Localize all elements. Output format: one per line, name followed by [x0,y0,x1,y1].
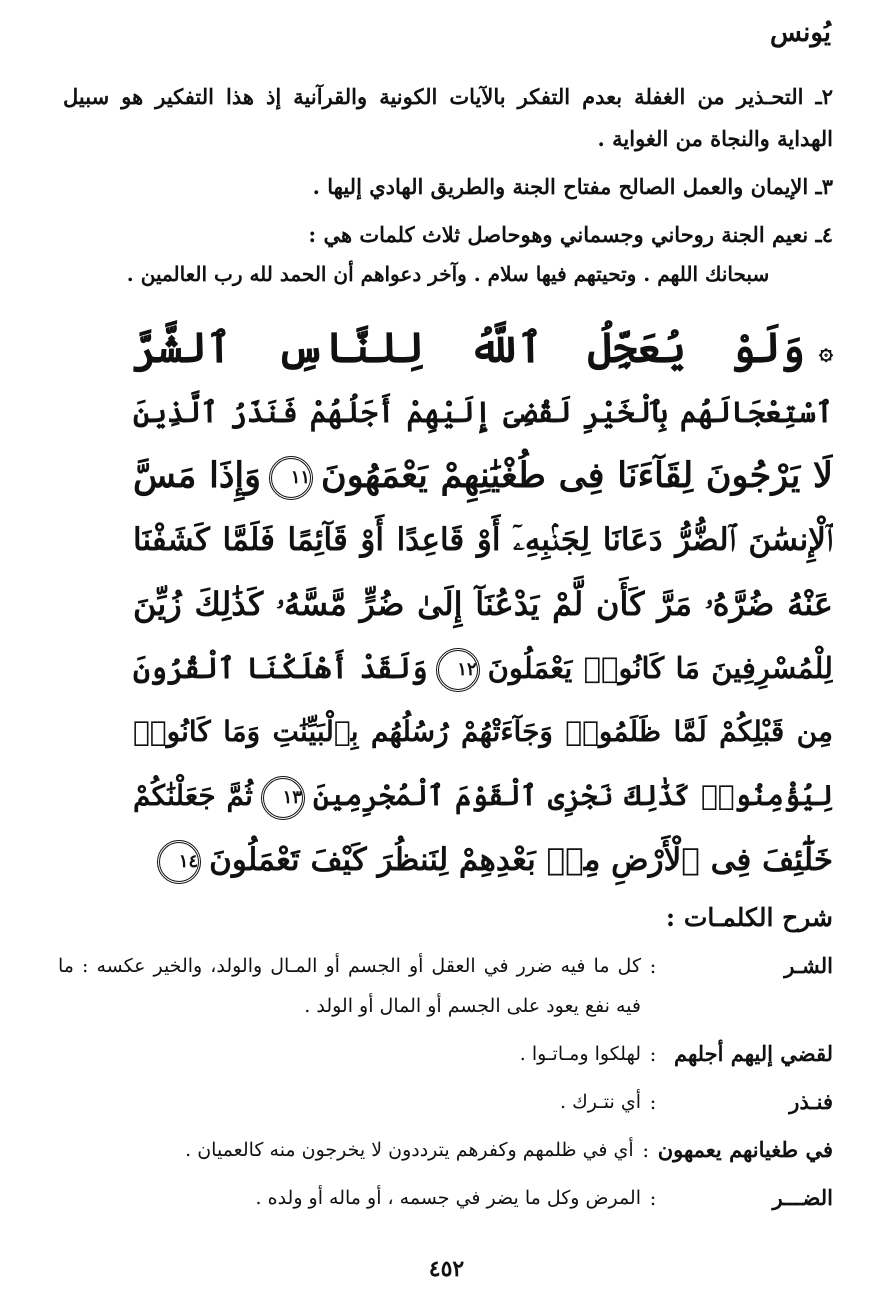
glossary-definition: أي نتـرك . [559,1091,641,1113]
page-number: ٤٥٢ [428,1256,465,1282]
ayah-line-2 [133,380,833,444]
ayah-line-6 [133,636,833,700]
lesson-point-3: ٣ـ الإيمان والعمل الصالح مفتاح الجنة والطريق الهادي إليها . [312,174,833,199]
ayah-text: لِيُؤْمِنُوا۟ كَذَٰلِكَ نَجْزِى ٱلْقَوْمَ ٱلْمُجْرِمِينَ [312,779,833,812]
ayah-line-1 [133,316,833,380]
ayah-line-4 [133,508,833,572]
ayah-text: عَنْهُ ضُرَّهُۥ مَرَّ كَأَن لَّمْ يَدْعُنَآ إِلَىٰ ضُرٍّ مَّسَّهُۥ كَذَٰلِكَ زُيِّنَ [133,585,833,623]
quran-text-block [133,316,833,892]
ayah-line-9 [133,828,833,892]
glossary-entry [58,1178,833,1218]
glossary-definition: المرض وكل ما يضر في جسمه ، أو ماله أو ولده . [255,1187,641,1209]
ayah-line-5 [133,572,833,636]
glossary-definition: لهلكوا ومـاتـوا . [519,1043,641,1065]
glossary-entry [58,1034,833,1074]
glossary-title: شرح الكلمـات : [665,903,833,932]
ayah-number-marker: ١٢ [436,648,480,692]
glossary-colon: : [649,1090,657,1114]
ayah-line-8 [133,764,833,828]
ayah-number-marker: ١٣ [261,776,305,820]
glossary-term: فنـذر [789,1089,833,1114]
ayah-number-marker: ١٤ [157,840,201,884]
ayah-text: وَلَقَدْ أَهْلَكْنَا ٱلْقُرُونَ [133,651,428,685]
ayah-text: ٱلْإِنسَٰنَ ٱلضُّرُّ دَعَانَا لِجَنۢبِهِۦٓ أَوْ قَاعِدًا أَوْ قَآئِمًا فَلَمَّا كَشَفْنَا [133,522,833,558]
lesson-point-4: ٤ـ نعيم الجنة روحاني وجسماني وهوحاصل ثلاث كلمات هي : [308,222,833,247]
glossary-definition: أي في ظلمهم وكفرهم يترددون لا يخرجون منه كالعميان . [185,1139,634,1161]
glossary-entry [58,1082,833,1122]
glossary-term: لقضي إليهم أجلهم [673,1041,833,1066]
glossary-entry [58,1130,833,1170]
ayah-text: وَلَوْ يُعَجِّلُ ٱللَّهُ لِلنَّاسِ ٱلشَّرَّ [133,323,805,372]
glossary-term: في طغيانهم يعمهون [657,1137,833,1162]
ayah-text: مِن قَبْلِكُمْ لَمَّا ظَلَمُوا۟ وَجَآءَتْهُمْ رُسُلُهُم بِٱلْبَيِّنَٰتِ وَمَا كَانُوا۟ [133,715,833,748]
tasbih-line: سبحانك اللهم . وتحيتهم فيها سلام . وآخر دعواهم أن الحمد لله رب العالمين . [126,262,770,286]
glossary-term: الضـــر [772,1185,833,1210]
ayah-line-3 [133,444,833,508]
ayah-line-7 [133,700,833,764]
glossary-colon: : [649,1042,657,1066]
ayah-text: لِلْمُسْرِفِينَ مَا كَانُوا۟ يَعْمَلُونَ [487,651,833,685]
ayah-text: ٱسْتِعْجَالَهُم بِٱلْخَيْرِ لَقُضِىَ إِلَيْهِمْ أَجَلُهُمْ فَنَذَرُ ٱلَّذِينَ [133,395,833,429]
surah-name-header: يُونس [769,18,831,48]
ayah-text: ثُمَّ جَعَلْنَٰكُمْ [133,779,253,812]
glossary-entry [58,946,833,1026]
glossary-colon: : [649,1186,657,1210]
ayah-text: وَإِذَا مَسَّ [133,455,262,496]
hizb-ornament-icon: ۞ [818,336,833,365]
glossary-definition: كل ما فيه ضرر في العقل أو الجسم أو المـال والولد، والخير عكسه : ما فيه نفع يعود على الجسم أو المال أو الولد . [58,955,641,1017]
ayah-text: خَلَٰٓئِفَ فِى ٱلْأَرْضِ مِنۢ بَعْدِهِمْ لِنَنظُرَ كَيْفَ تَعْمَلُونَ [209,842,833,878]
ayah-text: لَا يَرْجُونَ لِقَآءَنَا فِى طُغْيَٰنِهِمْ يَعْمَهُونَ [321,455,833,496]
glossary-colon: : [642,1138,650,1162]
ayah-number-marker: ١١ [269,456,313,500]
lesson-point-2: ٢ـ التحـذير من الغفلة بعدم التفكر بالآيات الكونية والقرآنية إذ هذا التفكير هو سبيل الهداية والنجاة من الغواية . [63,84,833,151]
glossary-colon: : [649,954,657,978]
lessons-list [63,76,833,262]
glossary-list [58,946,833,1226]
glossary-term: الشـر [784,953,833,978]
